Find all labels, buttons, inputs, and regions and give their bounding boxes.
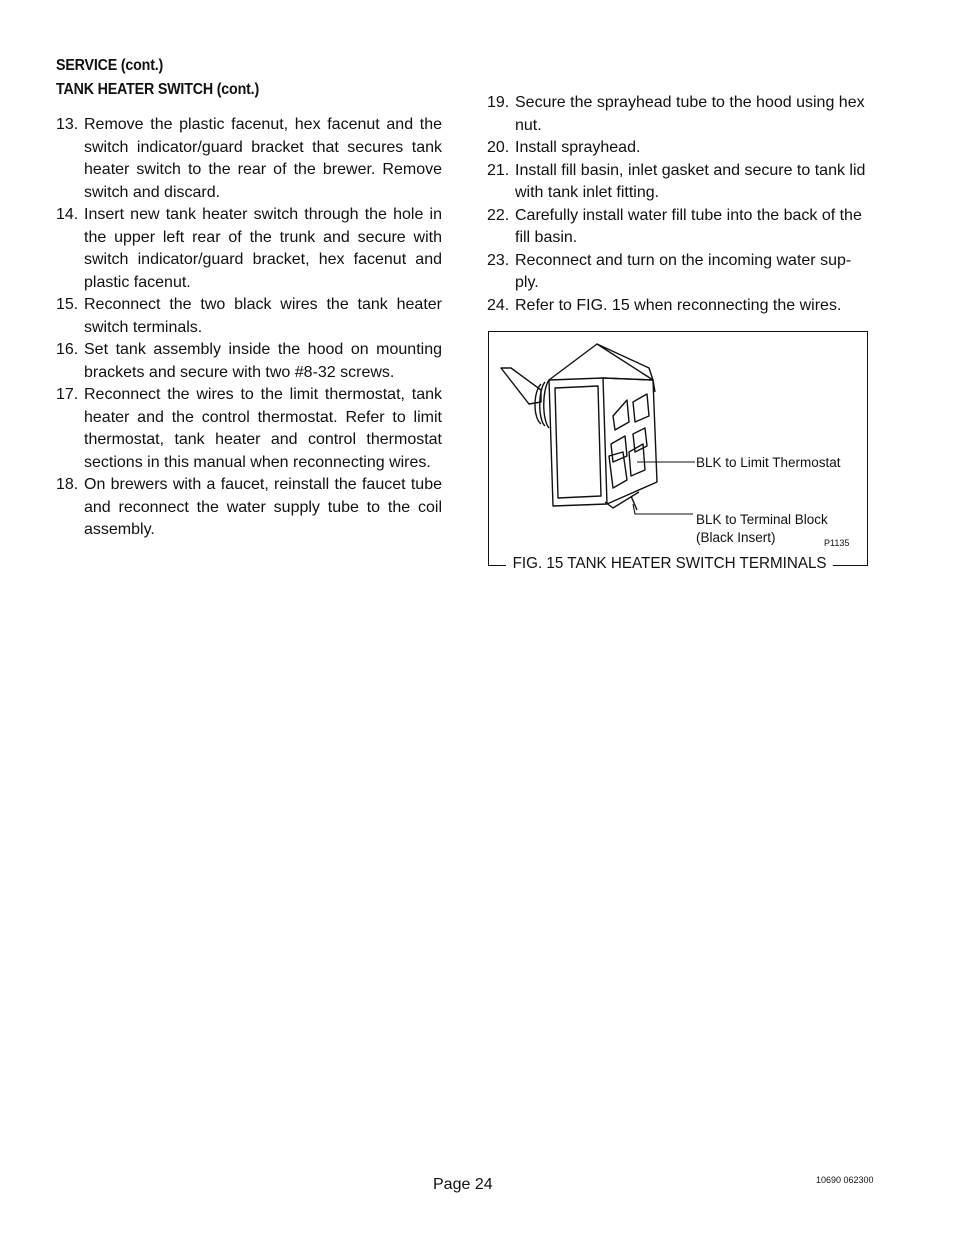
step-24: [487, 295, 871, 318]
step-number: 14.: [56, 206, 79, 223]
step-text: Carefully install water fill tube into the back of the fill basin.: [515, 206, 862, 246]
leader-terminal-block: [633, 504, 693, 514]
step-number: 17.: [56, 386, 79, 403]
terminal-upper: [613, 400, 629, 430]
step-16: [56, 339, 442, 384]
callout-black-insert: (Black Insert): [696, 530, 776, 545]
step-number: 13.: [56, 116, 79, 133]
step-number: 16.: [56, 341, 79, 358]
step-text: Install sprayhead.: [515, 139, 641, 156]
step-number: 23.: [487, 251, 510, 269]
callout-terminal-block: BLK to Terminal Block: [696, 512, 828, 527]
step-18: [56, 474, 442, 542]
subsection-heading: TANK HEATER SWITCH (cont.): [56, 81, 260, 98]
document-code: 10690 062300: [816, 1175, 874, 1185]
step-number: 19.: [487, 94, 510, 111]
terminal-lower: [609, 452, 627, 488]
right-column-steps: [487, 92, 871, 317]
left-column-steps: [56, 114, 442, 542]
step-15: [56, 294, 442, 339]
figure-caption: FIG. 15 TANK HEATER SWITCH TERMINALS: [506, 555, 833, 573]
step-20: [487, 137, 871, 160]
terminal-middle: [611, 436, 627, 462]
step-13: [56, 114, 442, 204]
step-text: Refer to FIG. 15 when reconnecting the wires.: [515, 296, 842, 314]
step-number: 20.: [487, 139, 510, 156]
callout-limit-thermostat: BLK to Limit Thermostat: [696, 455, 841, 470]
step-14: [56, 204, 442, 294]
step-number: 15.: [56, 296, 79, 313]
wire-end: [605, 492, 639, 508]
step-21: [487, 160, 871, 205]
step-number: 18.: [56, 476, 79, 493]
step-number: 21.: [487, 161, 510, 179]
step-number: 24.: [487, 296, 510, 314]
step-text: Reconnect and turn on the incoming water sup-ply.: [515, 251, 852, 291]
page-number: Page 24: [433, 1176, 493, 1193]
step-23: [487, 250, 871, 295]
step-text: Secure the sprayhead tube to the hood using hex nut.: [515, 94, 865, 134]
step-22: [487, 205, 871, 250]
step-text: Remove the plastic facenut, hex facenut and the switch indicator/guard bracket that secures tank heater switch to the rear of the brewer. Remove switch and discard.: [84, 116, 442, 201]
step-text: Set tank assembly inside the hood on mounting brackets and secure with two #8-32 screws.: [84, 341, 442, 381]
section-heading: SERVICE (cont.): [56, 57, 164, 74]
step-17: [56, 384, 442, 474]
step-19: [487, 92, 871, 137]
step-number: 22.: [487, 206, 510, 224]
figure-id: P1135: [824, 538, 850, 548]
step-text: Reconnect the two black wires the tank heater switch terminals.: [84, 296, 442, 336]
step-text: Install fill basin, inlet gasket and secure to tank lid with tank inlet fitting.: [515, 161, 866, 201]
step-text: On brewers with a faucet, reinstall the faucet tube and reconnect the water supply tube to the coil assembly.: [84, 476, 442, 538]
step-text: Insert new tank heater switch through the hole in the upper left rear of the trunk and secure with switch indicator/guard bracket, hex facenut and plastic facenut.: [84, 206, 442, 291]
step-text: Reconnect the wires to the limit thermostat, tank heater and the control thermostat. Refer to limit thermostat, tank heater and control thermostat sections in this manual when reconnecting wires.: [84, 386, 442, 471]
